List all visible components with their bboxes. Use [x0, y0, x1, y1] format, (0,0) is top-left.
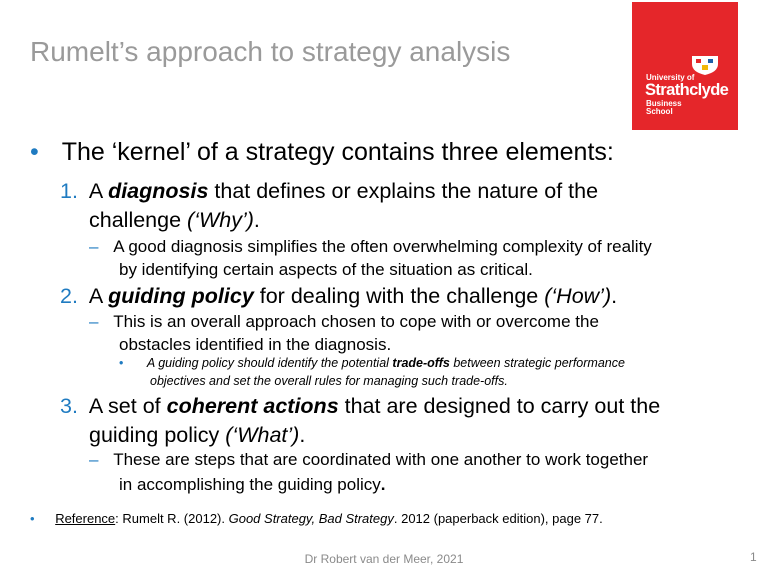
logo-business: Business: [646, 99, 682, 108]
dash-icon: –: [89, 312, 99, 331]
item-text: challenge: [89, 208, 188, 232]
item-text: A set of: [88, 394, 167, 418]
item-text: for dealing with the challenge: [253, 284, 545, 308]
item-number: 2.: [60, 284, 78, 308]
small-bullet-icon: •: [30, 511, 35, 526]
item-question: (‘How’): [544, 284, 612, 308]
main-bullet-text: The ‘kernel’ of a strategy contains three elements:: [61, 138, 614, 166]
item-number: 3.: [60, 394, 78, 418]
page-number: 1: [750, 550, 757, 564]
item-text: .: [253, 208, 260, 232]
reference-book: Good Strategy, Bad Strategy: [228, 511, 394, 526]
item-1-sub: [89, 237, 652, 257]
reference-label: Reference: [55, 511, 116, 526]
item-number: 1.: [60, 179, 78, 203]
footer-author: Dr Robert van der Meer, 2021: [304, 552, 464, 566]
item-1-line2: [89, 208, 260, 233]
crest-icon: [690, 54, 720, 76]
item-text: that defines or explains the nature of the: [208, 179, 599, 203]
reference-text: . 2012 (paperback edition), page 77.: [393, 511, 603, 526]
item-3: [60, 394, 660, 419]
subsub-text: between strategic performance: [449, 356, 625, 370]
dash-icon: –: [89, 237, 99, 256]
logo-business-school: [646, 100, 726, 117]
item-2-sub-line2: obstacles identified in the diagnosis.: [119, 335, 392, 354]
item-text: A: [88, 179, 109, 203]
item-text: that are designed to carry out the: [338, 394, 661, 418]
item-1: [60, 179, 598, 204]
item-text: .: [611, 284, 618, 308]
item-text: guiding policy: [89, 423, 226, 447]
item-question: (‘Why’): [187, 208, 254, 232]
item-2-subsub-line2: objectives and set the overall rules for managing such trade-offs.: [150, 374, 508, 388]
item-2-subsub: [119, 356, 625, 370]
item-question: (‘What’): [225, 423, 300, 447]
item-3-sub-line2: [119, 475, 386, 495]
reference-text: : Rumelt R. (2012).: [115, 511, 229, 526]
subsub-keyword: trade-offs: [392, 356, 450, 370]
small-bullet-icon: •: [119, 356, 124, 370]
logo-school: School: [646, 107, 673, 117]
logo-strathclyde: Strathclyde: [645, 81, 729, 99]
item-1-sub-line2: by identifying certain aspects of the situation as critical.: [119, 260, 533, 279]
item-text: A: [88, 284, 109, 308]
university-logo: [632, 2, 738, 130]
item-3-sub: [89, 450, 648, 470]
item-text: .: [299, 423, 306, 447]
bullet-dot-icon: •: [30, 138, 39, 166]
sub-text-end: .: [380, 475, 386, 494]
dash-icon: –: [89, 450, 99, 469]
page-title: Rumelt’s approach to strategy analysis: [30, 36, 511, 67]
item-keyword: guiding policy: [108, 284, 254, 308]
sub-text: in accomplishing the guiding policy: [119, 475, 381, 494]
sub-text: These are steps that are coordinated with one another to work together: [113, 450, 649, 469]
item-2-sub: [89, 312, 599, 332]
item-keyword: coherent actions: [166, 394, 339, 418]
item-3-line2: [89, 423, 305, 448]
item-keyword: diagnosis: [108, 179, 209, 203]
logo-university-of: University of: [646, 73, 695, 82]
main-bullet: [30, 138, 614, 167]
subsub-text: A guiding policy should identify the potential: [146, 356, 393, 370]
reference: [30, 511, 603, 526]
sub-text: This is an overall approach chosen to cope with or overcome the: [113, 312, 599, 331]
sub-text: A good diagnosis simplifies the often overwhelming complexity of reality: [113, 237, 652, 256]
item-2: [60, 284, 617, 309]
